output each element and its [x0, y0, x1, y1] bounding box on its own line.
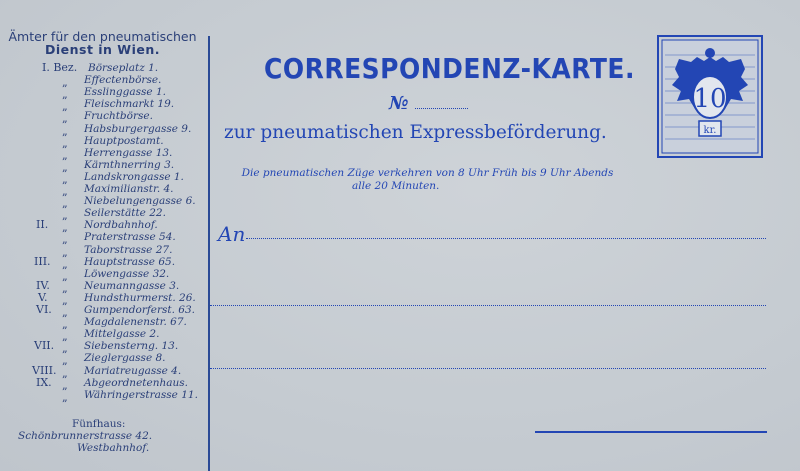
ditto-mark: „	[62, 160, 68, 174]
office-street: Taborstrasse 27.	[84, 243, 173, 256]
schedule-note-line1: Die pneumatischen Züge verkehren von 8 Uhr Früh bis 9 Uhr Abends	[241, 167, 614, 179]
office-street: Nordbahnhof.	[84, 219, 158, 232]
ditto-mark: „	[62, 330, 68, 344]
office-street: Hauptpostamt.	[84, 134, 164, 147]
ditto-mark: „	[62, 281, 68, 295]
ditto-mark: „	[62, 100, 68, 114]
ditto-mark: „	[62, 342, 68, 356]
ditto-mark: „	[62, 112, 68, 126]
district-label: IV.	[36, 278, 50, 292]
ditto-mark: „	[62, 148, 68, 162]
office-street: Löwengasse 32.	[84, 267, 170, 280]
fuenfhaus-station: Westbahnhof.	[77, 442, 150, 454]
office-street: Niebelungengasse 6.	[84, 195, 196, 208]
office-street: Maximilianstr. 4.	[84, 183, 174, 195]
office-street: Effectenbörse.	[84, 74, 162, 87]
district-label: III.	[34, 254, 51, 268]
postage-stamp	[657, 35, 763, 158]
fuenfhaus-label: Fünfhaus:	[72, 418, 126, 430]
ditto-mark: „	[62, 233, 68, 247]
ditto-mark: „	[62, 293, 68, 307]
office-street: Fleischmarkt 19.	[84, 98, 175, 111]
ditto-mark: „	[62, 197, 68, 211]
ditto-mark: „	[62, 245, 68, 259]
card-subtitle: zur pneumatischen Expressbeförderung.	[224, 122, 607, 143]
ditto-mark: „	[62, 269, 68, 283]
ditto-mark: „	[62, 378, 68, 392]
address-line-3[interactable]	[210, 368, 766, 369]
ditto-mark: „	[62, 257, 68, 271]
office-street: Habsburgergasse 9.	[84, 122, 192, 135]
divider-line	[208, 36, 210, 471]
number-field[interactable]	[415, 108, 468, 109]
office-street: Börseplatz 1.	[88, 62, 159, 74]
district-label: II.	[36, 218, 49, 232]
office-street: Landskrongasse 1.	[84, 170, 184, 183]
ditto-mark: „	[62, 306, 68, 319]
district-label: VIII.	[32, 363, 57, 377]
office-street: Neumanngasse 3.	[84, 279, 180, 292]
offices-header-line2: Dienst in Wien.	[44, 42, 161, 57]
office-street: Währingerstrasse 11.	[84, 388, 198, 401]
district-label: VII.	[34, 339, 55, 353]
district-label: VI.	[36, 303, 52, 316]
stamp-value: 10	[693, 84, 727, 114]
card-title: CORRESPONDENZ-KARTE.	[264, 52, 635, 85]
district-label: V.	[38, 290, 48, 304]
office-street: Herrengasse 13.	[84, 146, 173, 159]
ditto-mark: „	[62, 136, 68, 150]
office-street: Siebensterng. 13.	[84, 340, 179, 353]
fuenfhaus-street: Schönbrunnerstrasse 42.	[18, 430, 153, 442]
office-street: Praterstrasse 54.	[84, 231, 176, 244]
ditto-mark: „	[62, 354, 68, 368]
address-line-4[interactable]	[535, 431, 767, 433]
ditto-mark: „	[62, 76, 68, 90]
number-label: №	[389, 93, 409, 114]
ditto-mark: „	[62, 124, 68, 138]
ditto-mark: „	[62, 209, 68, 223]
ditto-mark: „	[62, 390, 68, 404]
office-street: Kärnthnerring 3.	[84, 158, 175, 171]
office-street: Mariatreugasse 4.	[84, 364, 182, 377]
ditto-mark: „	[62, 172, 68, 186]
office-street: Hundsthurmerst. 26.	[84, 291, 196, 304]
office-street: Seilerstätte 22.	[84, 207, 166, 220]
offices-header-line1: Ämter für den pneumatischen	[8, 29, 197, 44]
office-street: Zieglergasse 8.	[84, 352, 166, 365]
address-line-1[interactable]	[246, 238, 766, 239]
office-street: Esslinggasse 1.	[84, 86, 166, 99]
ditto-mark: „	[62, 88, 68, 102]
office-street: Mittelgasse 2.	[84, 328, 160, 341]
stamp-unit: kr.	[703, 125, 717, 136]
ditto-mark: „	[62, 318, 68, 332]
office-street: Magdalenenstr. 67.	[84, 316, 187, 329]
ditto-mark: „	[62, 185, 68, 198]
address-label: An	[218, 222, 246, 246]
ditto-mark: „	[62, 366, 68, 380]
office-street: Hauptstrasse 65.	[84, 255, 176, 268]
ditto-mark: „	[62, 221, 68, 235]
schedule-note-line2: alle 20 Minuten.	[352, 180, 440, 192]
office-street: Abgeordnetenhaus.	[84, 376, 188, 389]
office-street: Gumpendorferst. 63.	[84, 304, 195, 316]
district-label: I. Bez.	[42, 61, 78, 74]
address-line-2[interactable]	[210, 305, 766, 306]
office-street: Fruchtbörse.	[84, 110, 153, 123]
district-label: IX.	[36, 375, 52, 389]
